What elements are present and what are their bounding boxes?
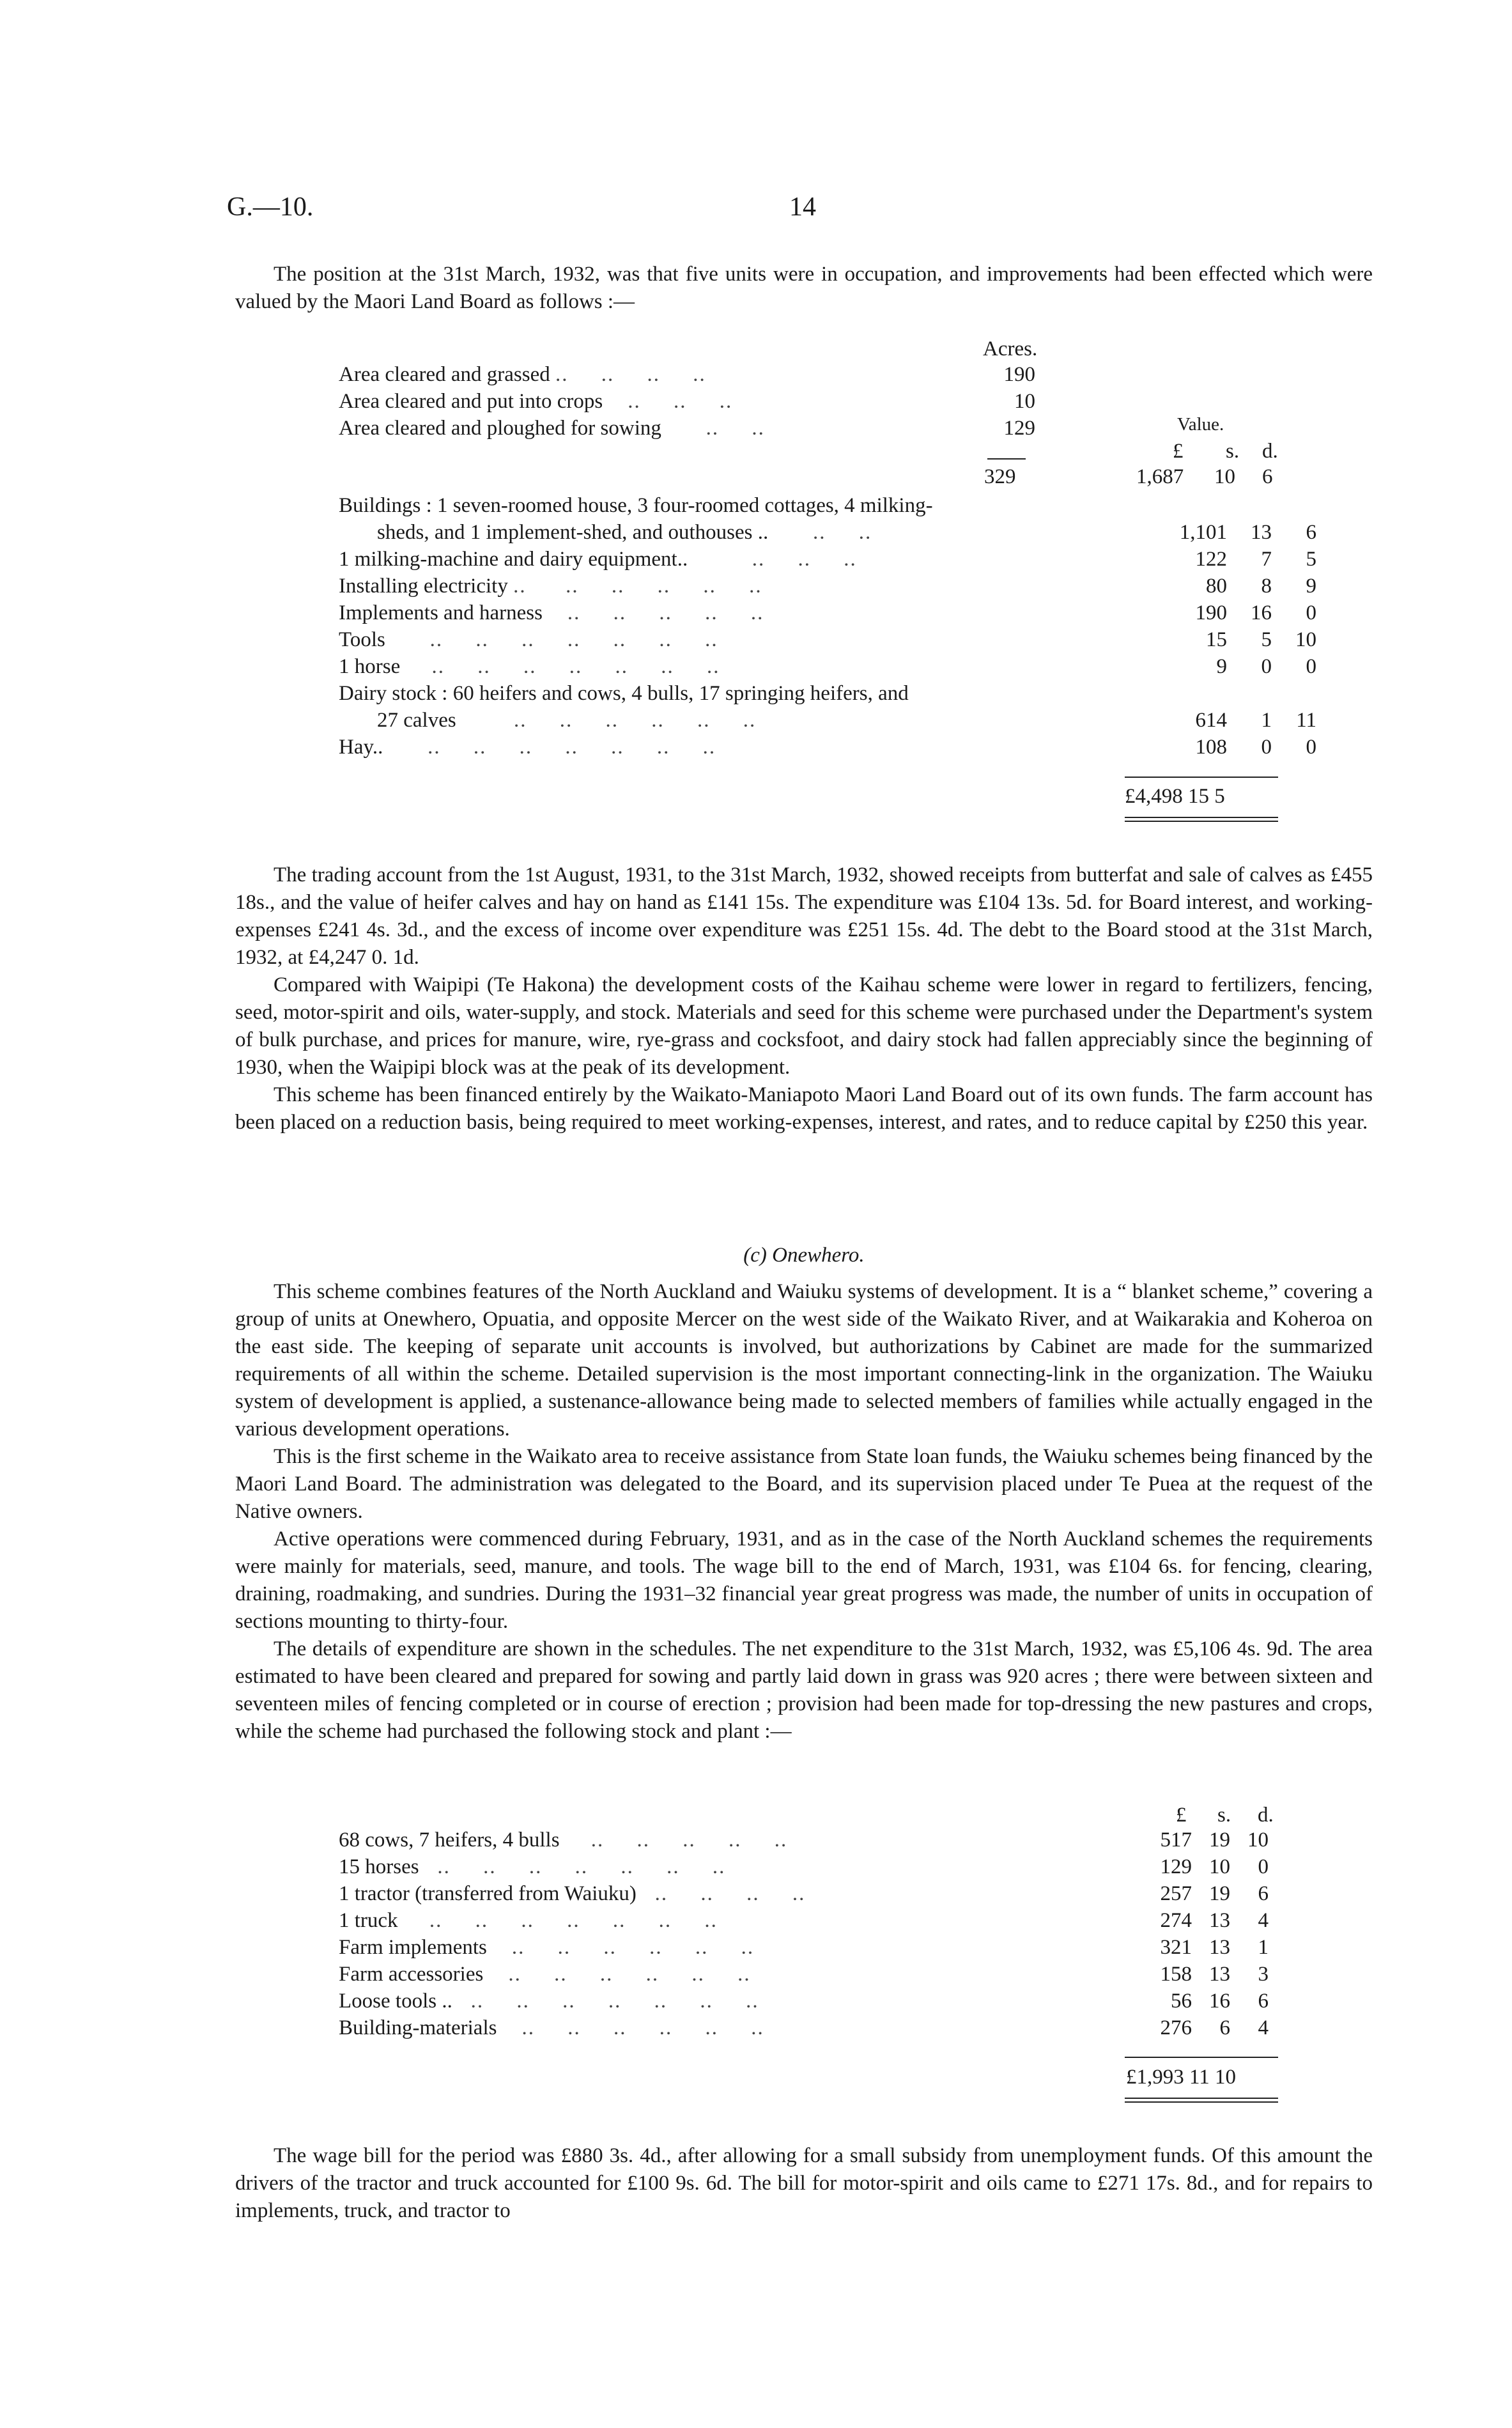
row-label: Implements and harness	[339, 601, 543, 624]
row-label-continued: 27 calves	[377, 709, 456, 732]
value-pounds: 321	[1160, 1936, 1192, 1959]
value-pence: 6	[1258, 1882, 1269, 1905]
row-label: Loose tools ..	[339, 1990, 452, 2013]
table-row: Area cleared and grassed .. .. .. .. 190	[339, 361, 1035, 388]
value-pounds: 15	[1206, 628, 1227, 651]
acres-value: 129	[1003, 417, 1035, 440]
row-label: Tools	[339, 628, 385, 651]
value-pounds: 9	[1216, 655, 1227, 678]
table-row: 68 cows, 7 heifers, 4 bulls .. .. .. .. .. 517 19 10	[339, 1827, 1269, 1853]
table-row: Tools .. .. .. .. .. .. .. 15 5 10	[339, 626, 1316, 653]
stock-table	[339, 1827, 1269, 2041]
value-pounds: 56	[1171, 1990, 1192, 2013]
value-pounds: 1,101	[1179, 521, 1227, 544]
value-column-head: Value.	[1177, 414, 1224, 435]
table-row: 1 truck .. .. .. .. .. .. .. 274 13 4	[339, 1907, 1269, 1934]
value-pounds: 129	[1160, 1855, 1192, 1878]
row-label: 68 cows, 7 heifers, 4 bulls	[339, 1829, 560, 1852]
table-row: Building-materials .. .. .. .. .. .. 276 6 4	[339, 2014, 1269, 2041]
table-row: Implements and harness .. .. .. .. .. 190 16 0	[339, 599, 1316, 626]
table-row	[339, 492, 1316, 519]
currency-shilling-head: s.	[1217, 1804, 1231, 1827]
table-row: sheds, and 1 implement-shed, and outhouses .. .. .. 1,101 13 6	[339, 519, 1316, 546]
table-row: Loose tools .. .. .. .. .. .. .. .. 56 16 6	[339, 1988, 1269, 2014]
row-label: 1 horse	[339, 655, 401, 678]
value-pounds: 190	[1195, 601, 1227, 624]
land-value-pence: 6	[1262, 465, 1273, 488]
value-pence: 5	[1306, 548, 1316, 571]
row-label: Hay..	[339, 736, 383, 759]
row-label: Area cleared and grassed	[339, 363, 550, 386]
value-shillings: 0	[1261, 736, 1272, 759]
value-pounds: 274	[1160, 1909, 1192, 1932]
value-pence: 0	[1258, 1855, 1269, 1878]
row-label: 1 tractor (transferred from Waiuku)	[339, 1882, 636, 1905]
currency-pound-head: £	[1176, 1804, 1187, 1827]
value-shillings: 19	[1209, 1882, 1230, 1905]
table-row: 15 horses .. .. .. .. .. .. .. 129 10 0	[339, 1853, 1269, 1880]
value-pounds: 517	[1160, 1829, 1192, 1852]
row-label: Building-materials	[339, 2016, 497, 2039]
row-label: Area cleared and put into crops	[339, 390, 603, 413]
value-pence: 10	[1295, 628, 1316, 651]
value-shillings: 13	[1209, 1963, 1230, 1986]
value-shillings: 13	[1251, 521, 1272, 544]
row-label: Farm implements	[339, 1936, 487, 1959]
currency-pence-head: d.	[1258, 1804, 1274, 1827]
value-shillings: 8	[1261, 575, 1272, 598]
value-shillings: 13	[1209, 1909, 1230, 1932]
acres-value: 190	[1003, 363, 1035, 386]
stock-double-rule-bottom	[1125, 2101, 1278, 2103]
value-shillings: 19	[1209, 1829, 1230, 1852]
value-pence: 0	[1306, 655, 1316, 678]
value-pence: 6	[1258, 1990, 1269, 2013]
intro-text: The position at the 31st March, 1932, was that five units were in occupation, and improvements had been effected which were valued by the Maori Land Board as follows :—	[235, 263, 1373, 313]
value-shillings: 13	[1209, 1936, 1230, 1959]
row-label: Area cleared and ploughed for sowing	[339, 417, 661, 440]
value-pence: 9	[1306, 575, 1316, 598]
wage-paragraph	[235, 2142, 1373, 2225]
row-label: 1 milking-machine and dairy equipment..	[339, 548, 688, 571]
paragraph: The details of expenditure are shown in the schedules. The net expenditure to the 31st March, 1932, was £5,106 4s. 9d. The area estimated to have been cleared and prepared for sowing and partly laid down in grass was 920 acres ; there were between sixteen and seventeen miles of fencing completed or in course of erection ; provision had been made for top-dressing the new pastures and crops, while the scheme had purchased the following stock and plant :—	[235, 1637, 1373, 1743]
row-label: Installing electricity	[339, 575, 508, 598]
value-pounds: 276	[1160, 2016, 1192, 2039]
onewhero-paragraphs	[235, 1278, 1373, 1745]
improvements-double-rule-bottom	[1125, 821, 1278, 822]
table-row	[339, 680, 1316, 707]
value-pence: 0	[1306, 601, 1316, 624]
value-shillings: 16	[1209, 1990, 1230, 2013]
row-label: Dairy stock : 60 heifers and cows, 4 bulls, 17 springing heifers, and	[339, 682, 909, 705]
value-shillings: 5	[1261, 628, 1272, 651]
value-shillings: 7	[1261, 548, 1272, 571]
value-shillings: 0	[1261, 655, 1272, 678]
table-row: Area cleared and put into crops .. .. .. 10	[339, 388, 1035, 415]
row-label: Buildings : 1 seven-roomed house, 3 four-roomed cottages, 4 milking-	[339, 494, 933, 517]
value-shillings: 1	[1261, 709, 1272, 732]
acres-column-head: Acres.	[983, 337, 1038, 360]
kaihau-paragraphs	[235, 862, 1373, 1136]
table-row: 1 milking-machine and dairy equipment.. .. .. .. 122 7 5	[339, 546, 1316, 573]
value-pence: 4	[1258, 2016, 1269, 2039]
currency-pound-head: £	[1173, 440, 1184, 463]
table-row: Farm accessories .. .. .. .. .. .. 158 13 3	[339, 1961, 1269, 1988]
acres-value: 10	[1014, 390, 1035, 413]
paragraph: This scheme combines features of the North Auckland and Waiuku systems of development. It is a “ blanket scheme,” covering a group of units at Onewhero, Opuatia, and opposite Mercer on the west side of the Waikato River, and at Waikarakia and Koheroa on the east side. The keeping of separate unit accounts is involved, but authorizations by Cabinet are made for the summarized requirements of all within the scheme. Detailed supervision is the most important connecting-link in the organization. The Waiuku system of development is applied, a sustenance-allowance being made to selected members of families while actually engaged in the various development operations.	[235, 1280, 1373, 1441]
row-label: 1 truck	[339, 1909, 398, 1932]
improvements-table	[339, 492, 1316, 761]
table-row: 1 tractor (transferred from Waiuku) .. .. .. .. 257 19 6	[339, 1880, 1269, 1907]
value-pence: 6	[1306, 521, 1316, 544]
table-row: Area cleared and ploughed for sowing .. .. 129	[339, 415, 1035, 442]
value-shillings: 6	[1219, 2016, 1230, 2039]
row-label-continued: sheds, and 1 implement-shed, and outhouses ..	[377, 521, 769, 544]
stock-double-rule-top	[1125, 2098, 1278, 2099]
row-label: Farm accessories	[339, 1963, 484, 1986]
table-row: Farm implements .. .. .. .. .. .. 321 13 1	[339, 1934, 1269, 1961]
stock-total: £1,993 11 10	[1126, 2066, 1237, 2089]
currency-pence-head: d.	[1262, 440, 1278, 463]
value-pounds: 80	[1206, 575, 1227, 598]
acres-table	[339, 361, 1035, 442]
acres-subtotal-rule	[987, 458, 1026, 460]
paragraph: The wage bill for the period was £880 3s. 4d., after allowing for a small subsidy from unemployment funds. Of this amount the drivers of the tractor and truck accounted for £100 9s. 6d. The bill for motor-spirit and oils came to £271 17s. 8d., and for repairs to implements, truck, and tractor to	[235, 2144, 1373, 2222]
value-pence: 11	[1296, 709, 1316, 732]
table-row: Installing electricity .. .. .. .. .. .. 80 8 9	[339, 573, 1316, 599]
value-pounds: 108	[1195, 736, 1227, 759]
value-pence: 0	[1306, 736, 1316, 759]
total-acres: 329	[984, 465, 1016, 488]
paragraph: Compared with Waipipi (Te Hakona) the development costs of the Kaihau scheme were lower in regard to fertilizers, fencing, seed, motor-spirit and oils, water-supply, and stock. Materials and seed for this scheme were purchased under the Department's system of bulk purchase, and prices for manure, wire, rye-grass and cocksfoot, and dairy stock had fallen appreciably since the beginning of 1930, when the Waipipi block was at the peak of its development.	[235, 973, 1373, 1079]
improvements-double-rule-top	[1125, 817, 1278, 818]
paragraph: This scheme has been financed entirely by the Waikato-Maniapoto Maori Land Board out of its own funds. The farm account has been placed on a reduction basis, being required to meet working-expenses, interest, and rates, and to reduce capital by £250 this year.	[235, 1083, 1373, 1134]
page-header	[227, 192, 1364, 230]
table-row: Hay.. .. .. .. .. .. .. .. 108 0 0	[339, 734, 1316, 761]
paragraph: This is the first scheme in the Waikato area to receive assistance from State loan funds, the Waiuku schemes being financed by the Maori Land Board. The administration was delegated to the Board, and its supervision placed under Te Puea at the request of the Native owners.	[235, 1445, 1373, 1523]
land-value-shillings: 10	[1214, 465, 1235, 488]
table-row: 27 calves .. .. .. .. .. .. 614 1 11	[339, 707, 1316, 734]
paragraph: The trading account from the 1st August, 1931, to the 31st March, 1932, showed receipts from butterfat and sale of calves as £455 18s., and the value of heifer calves and hay on hand as £141 15s. The expenditure was £104 13s. 5d. for Board interest, and working-expenses £241 4s. 3d., and the excess of income over expenditure was £251 15s. 4d. The debt to the Board stood at the 31st March, 1932, at £4,247 0. 1d.	[235, 863, 1373, 969]
page-number: 14	[789, 192, 816, 222]
value-pence: 1	[1258, 1936, 1269, 1959]
value-shillings: 10	[1209, 1855, 1230, 1878]
intro-paragraph	[235, 261, 1373, 316]
value-pence: 4	[1258, 1909, 1269, 1932]
value-pounds: 122	[1195, 548, 1227, 571]
value-pence: 3	[1258, 1963, 1269, 1986]
value-pounds: 158	[1160, 1963, 1192, 1986]
currency-shilling-head: s.	[1226, 440, 1240, 463]
value-pence: 10	[1247, 1829, 1269, 1852]
value-shillings: 16	[1251, 601, 1272, 624]
land-value-pounds: 1,687	[1136, 465, 1184, 488]
document-code: G.—10.	[227, 192, 314, 222]
paragraph: Active operations were commenced during February, 1931, and as in the case of the North Auckland schemes the requirements were mainly for materials, seed, manure, and tools. The wage bill to the end of March, 1931, was £104 6s. for fencing, clearing, draining, roadmaking, and sundries. During the 1931–32 financial year great progress was made, the number of units in occupation of sections mounting to thirty-four.	[235, 1527, 1373, 1633]
improvements-total: £4,498 15 5	[1125, 785, 1225, 808]
value-pounds: 257	[1160, 1882, 1192, 1905]
section-heading: (c) Onewhero.	[743, 1244, 865, 1267]
row-label: 15 horses	[339, 1855, 419, 1878]
stock-total-rule	[1125, 2057, 1278, 2058]
improvements-total-rule	[1125, 777, 1278, 778]
table-row: 1 horse .. .. .. .. .. .. .. 9 0 0	[339, 653, 1316, 680]
value-pounds: 614	[1195, 709, 1227, 732]
